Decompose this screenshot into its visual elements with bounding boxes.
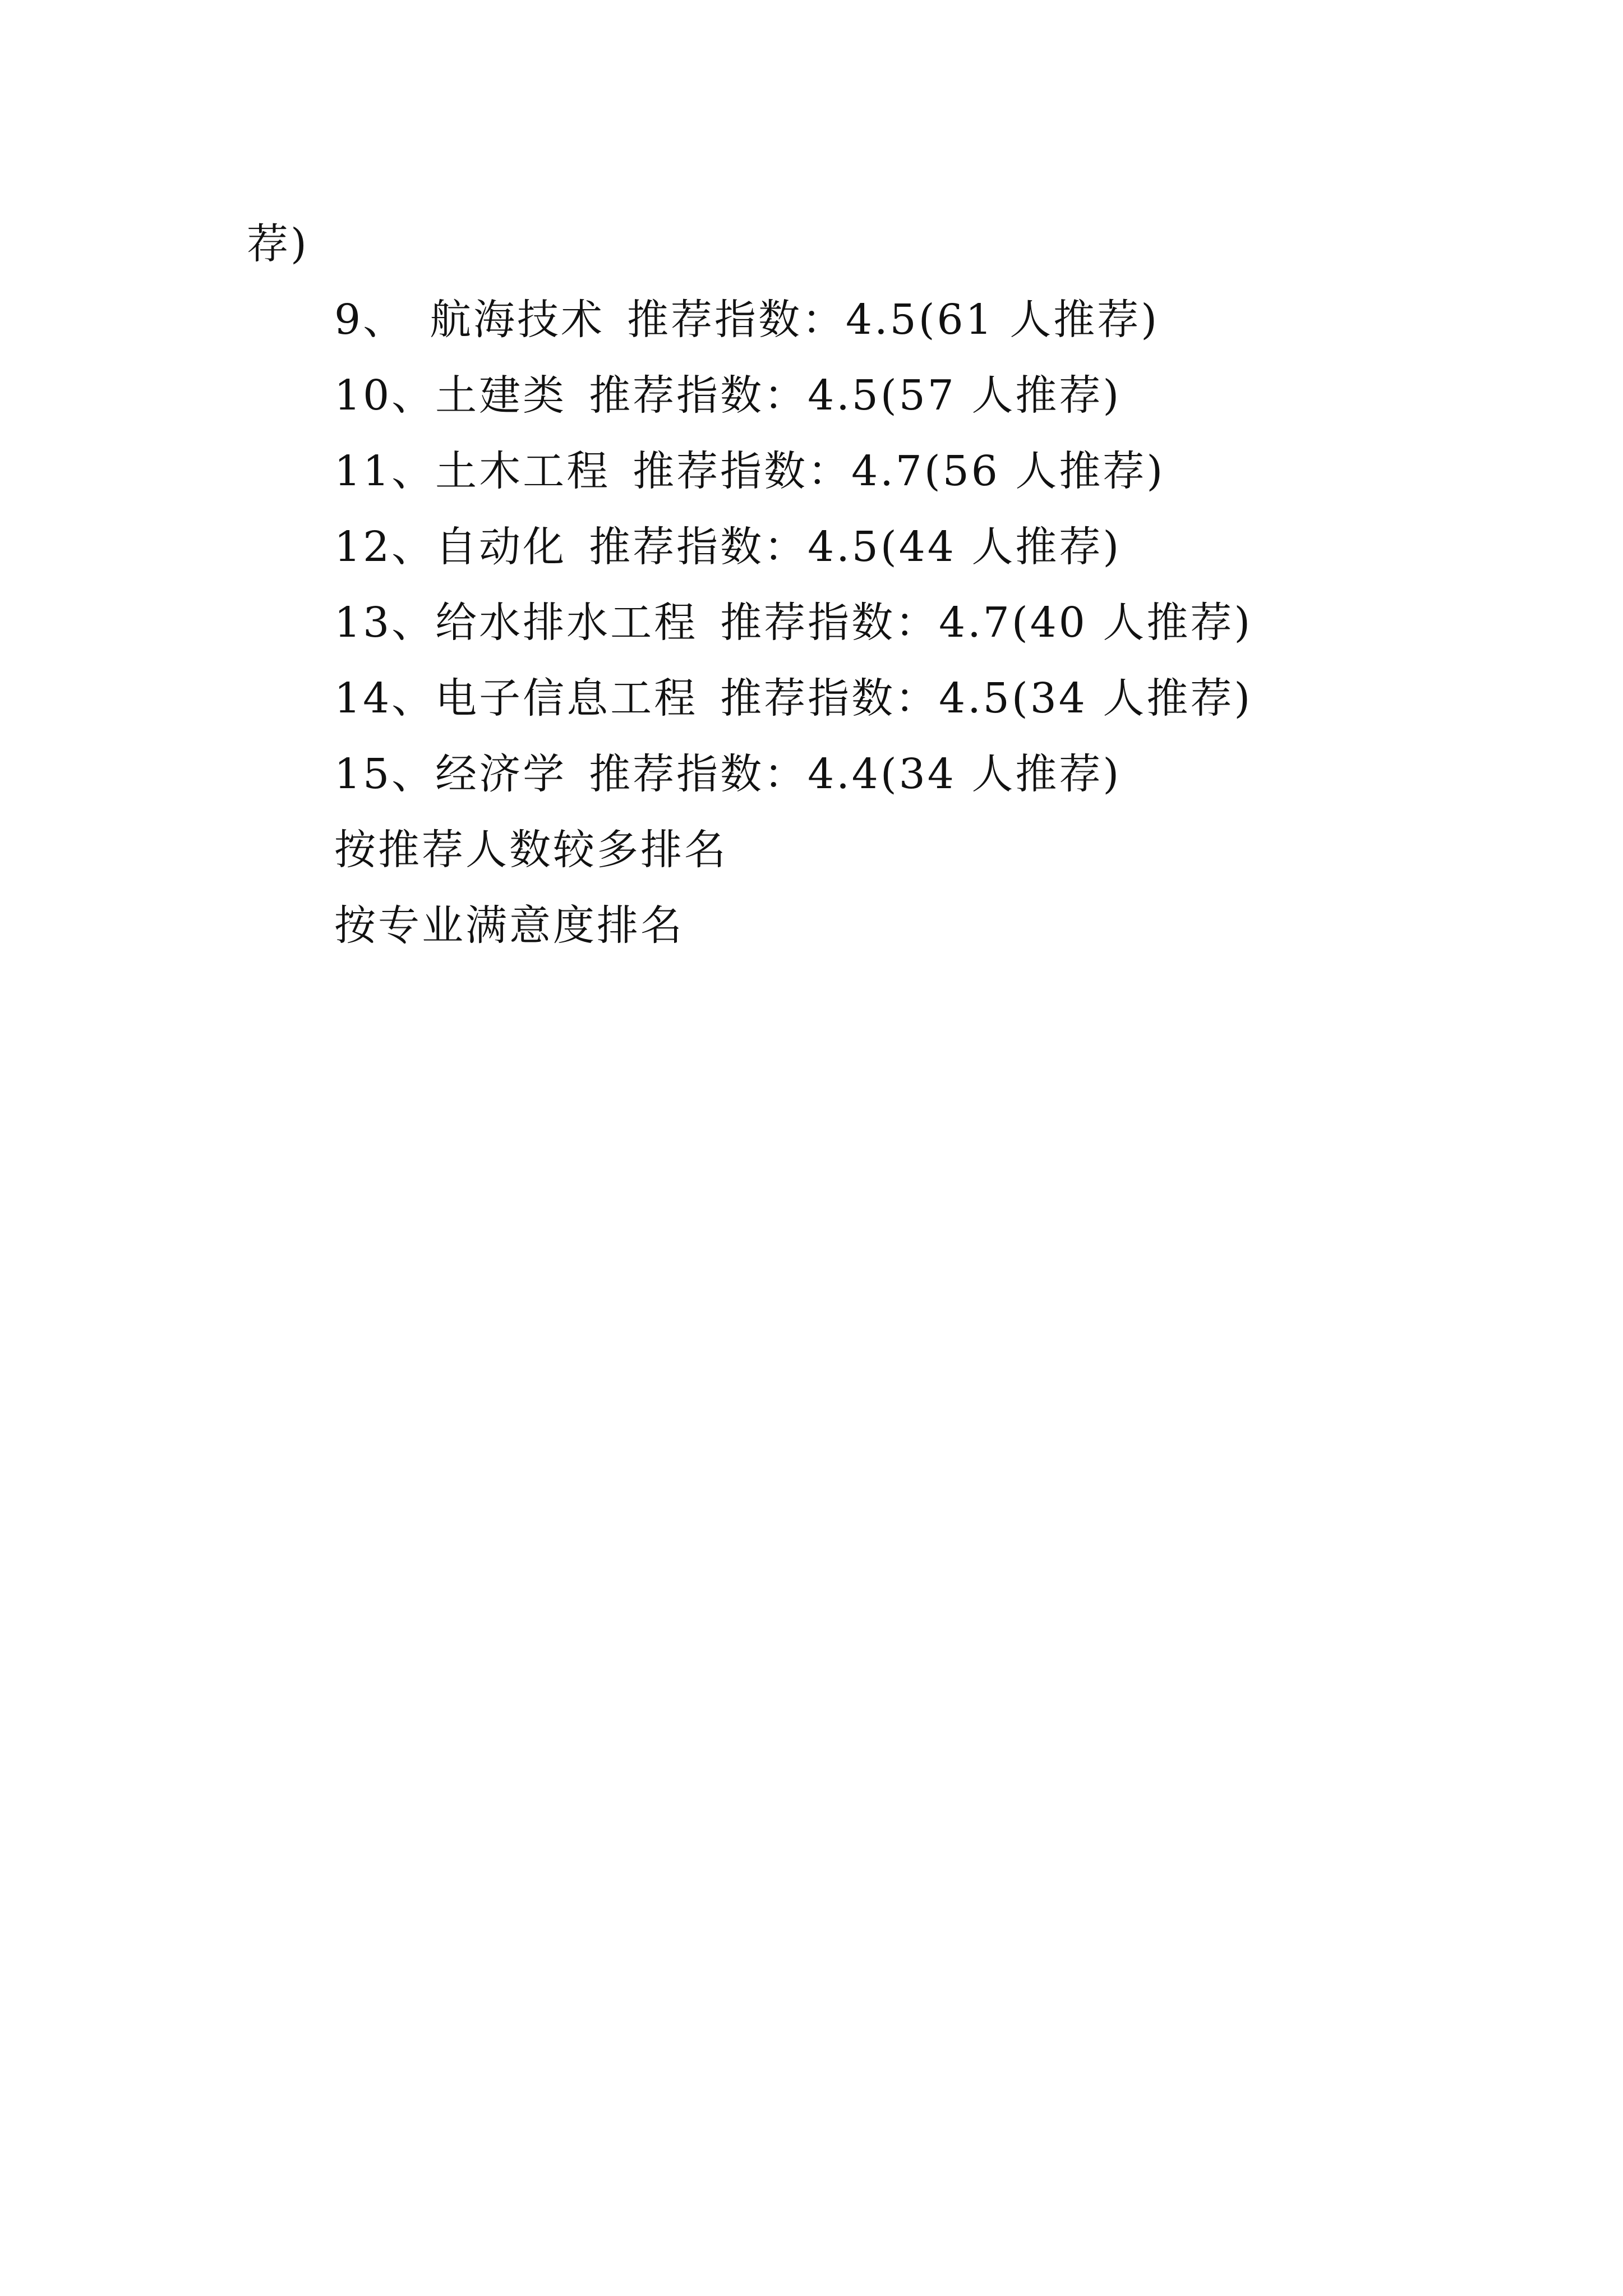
- score-label: 推荐指数：: [627, 296, 846, 344]
- score-label: 推荐指数：: [720, 674, 939, 723]
- ranking-item-12: [334, 519, 1121, 575]
- ranking-item-9: [334, 292, 1159, 348]
- ranking-item-10: [334, 367, 1121, 424]
- item-number: 11、: [334, 447, 436, 495]
- item-number: 14、: [334, 674, 436, 723]
- ranking-item-14: [334, 670, 1252, 726]
- recommend-count: (61 人推荐): [918, 296, 1160, 344]
- sort-by-satisfaction-link[interactable]: 按专业满意度排名: [334, 901, 684, 950]
- recommend-count: (34 人推荐): [880, 750, 1122, 798]
- recommend-count: (40 人推荐): [1011, 599, 1253, 647]
- score-value: 4.5: [808, 371, 880, 420]
- item-number: 15、: [334, 750, 436, 798]
- major-name: 土木工程: [435, 447, 611, 495]
- recommend-count: (56 人推荐): [924, 447, 1165, 495]
- sort-by-count-link[interactable]: 按推荐人数较多排名: [334, 826, 728, 874]
- major-name: 经济学: [435, 750, 567, 798]
- score-label: 推荐指数：: [589, 750, 808, 798]
- score-label: 推荐指数：: [589, 523, 808, 571]
- item-number: 10、: [334, 371, 436, 420]
- major-name: 自动化: [435, 523, 567, 571]
- item-number: 12、: [334, 523, 436, 571]
- score-label: 推荐指数：: [589, 371, 808, 420]
- recommend-count: (44 人推荐): [880, 523, 1122, 571]
- recommend-count: (57 人推荐): [880, 371, 1122, 420]
- major-name: 土建类: [435, 371, 567, 420]
- ranking-item-15: [334, 746, 1121, 802]
- score-label: 推荐指数：: [720, 599, 939, 647]
- score-value: 4.7: [939, 599, 1012, 647]
- score-value: 4.4: [808, 750, 880, 798]
- score-value: 4.5: [808, 523, 880, 571]
- major-name: 给水排水工程: [435, 599, 698, 647]
- ranking-item-11: [334, 443, 1165, 499]
- score-value: 4.7: [851, 447, 924, 495]
- item-number: 9、: [334, 296, 407, 344]
- score-label: 推荐指数：: [633, 447, 852, 495]
- score-value: 4.5: [939, 674, 1012, 723]
- major-name: 电子信息工程: [435, 674, 698, 723]
- major-name: 航海技术: [430, 296, 605, 344]
- ranking-item-13: [334, 595, 1252, 651]
- item-number: 13、: [334, 599, 436, 647]
- continuation-text: 荐): [247, 220, 309, 268]
- recommend-count: (34 人推荐): [1011, 674, 1253, 723]
- score-value: 4.5: [846, 296, 919, 344]
